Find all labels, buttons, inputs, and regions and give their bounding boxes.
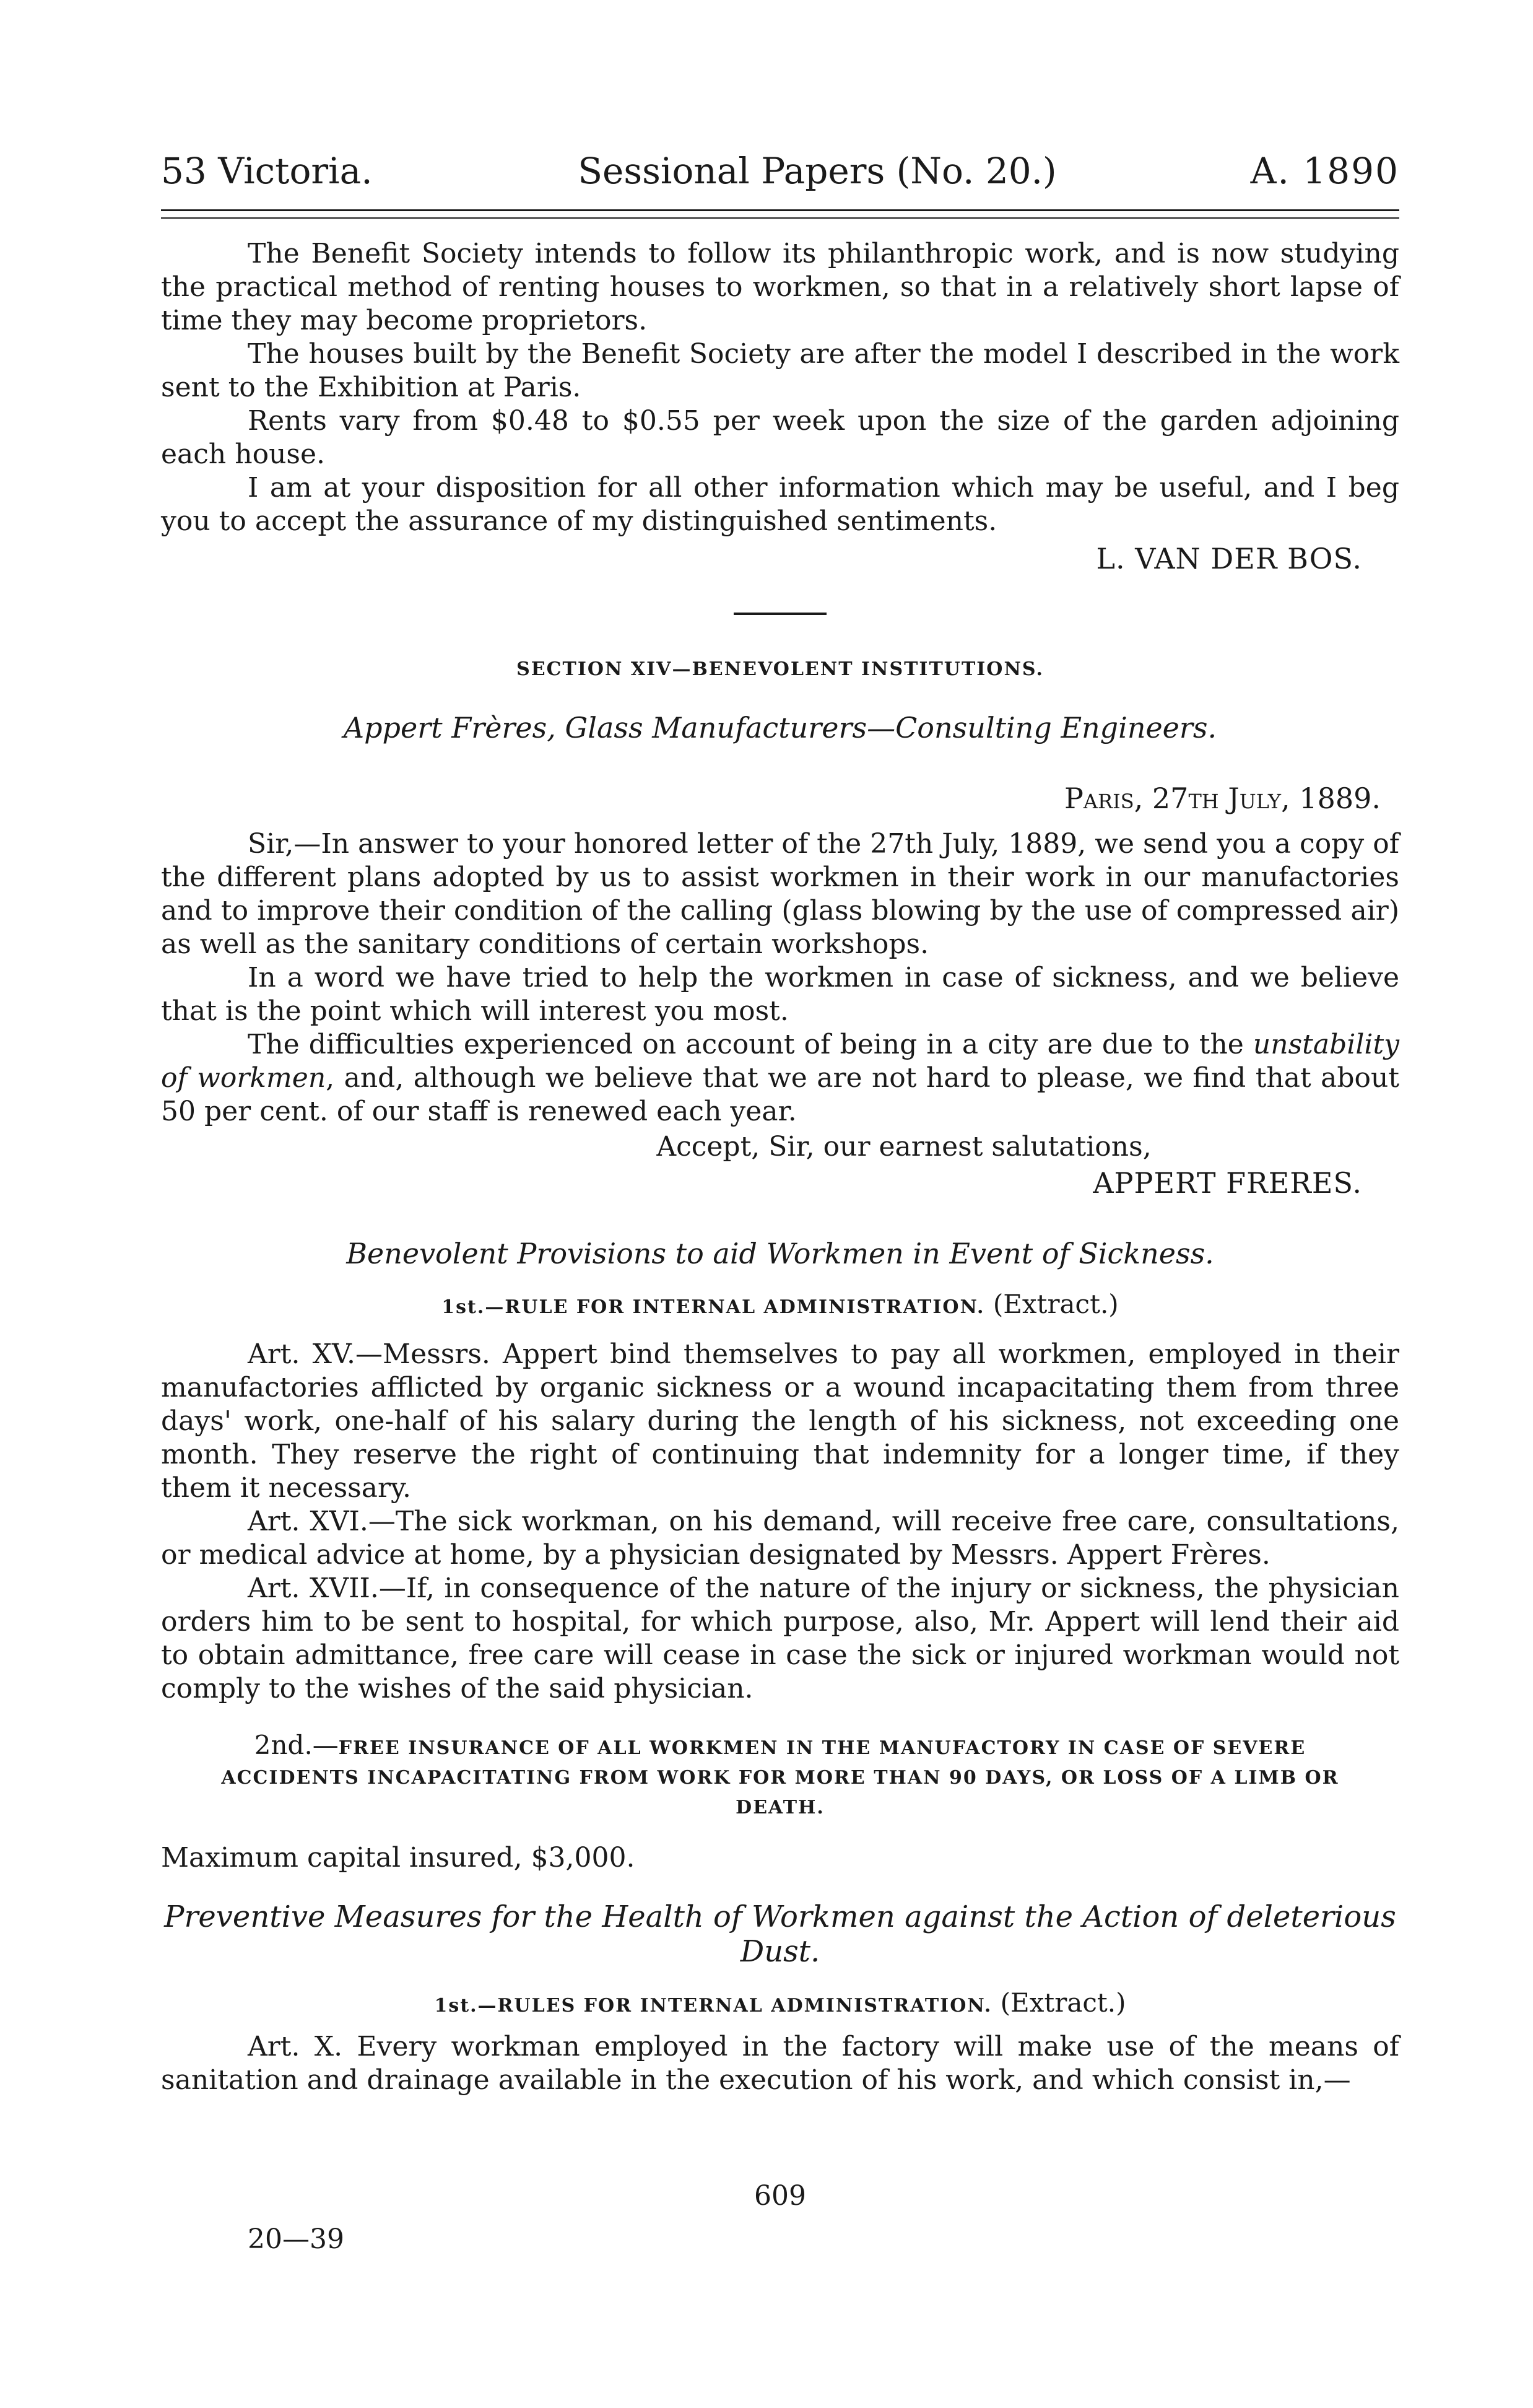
letter2-dateline: Paris, 27th July, 1889. xyxy=(1064,782,1381,815)
dust-article: Art. X. Every workman employed in the factory will make use of the means of sanitation and drainage available in the execution of his work, and which consist in,— xyxy=(161,2031,1399,2096)
letter2-paragraph: In a word we have tried to help the workmen in case of sickness, and we believe that is the point which will interest you most. xyxy=(161,962,1399,1027)
sickness-rule-label: 1st.—RULE FOR INTERNAL ADMINISTRATION. xyxy=(441,1296,985,1318)
insurance-lead: 2nd.— xyxy=(254,1730,339,1760)
header-rule xyxy=(161,209,1399,211)
dust-heading: Preventive Measures for the Health of Workmen against the Action of deleterious Dust. xyxy=(164,1900,1396,1969)
dust-rule-label: 1st.—RULES FOR INTERNAL ADMINISTRATION. xyxy=(434,1995,992,2017)
running-header xyxy=(161,118,1399,192)
insurance-capital: Maximum capital insured, $3,000. xyxy=(161,1842,635,1874)
letter2-paragraph-3 xyxy=(161,1028,1399,1128)
dust-rule-extract: (Extract.) xyxy=(1000,1987,1126,2018)
dust-rule-heading xyxy=(161,1987,1399,2018)
sickness-rule-extract: (Extract.) xyxy=(992,1289,1119,1319)
letter2-signature: APPERT FRERES. xyxy=(1093,1166,1362,1200)
page-number: 609 xyxy=(754,2180,806,2212)
letter1-paragraph: The Benefit Society intends to follow its philanthropic work, and is now studying the practical method of renting houses to workmen, so that in a relatively short lapse of time they may become proprietors. xyxy=(161,238,1399,336)
letter1-paragraph: The houses built by the Benefit Society are after the model I described in the work sent to the Exhibition at Paris. xyxy=(161,338,1399,403)
insurance-caps-text: FREE INSURANCE OF ALL WORKMEN IN THE MANUFACTORY IN CASE OF SEVERE ACCIDENTS INCAPACITATING FROM WORK FOR MORE THAN 90 DAYS, OR LOSS OF A LIMB OR DEATH. xyxy=(221,1737,1339,1818)
letter2-closing: Accept, Sir, our earnest salutations, xyxy=(656,1131,1152,1163)
para3-italic: unstability of workmen xyxy=(161,1029,1399,1094)
letter2-paragraph: Sir,—In answer to your honored letter of the 27th July, 1889, we send you a copy of the different plans adopted by us to assist workmen in their work in our manufactories and to improve their condition of the calling (glass blowing by the use of compressed air) as well as the sanitary conditions of certain workshops. xyxy=(161,828,1399,960)
letter1-paragraph: Rents vary from $0.48 to $0.55 per week upon the size of the garden adjoining each house. xyxy=(161,405,1399,470)
header-year: A. 1890 xyxy=(1250,150,1399,192)
insurance-heading xyxy=(186,1730,1374,1823)
page-footer xyxy=(161,2180,1399,2254)
document-page xyxy=(161,118,1399,2347)
header-title: Sessional Papers (No. 20.) xyxy=(578,150,1057,192)
letter2-heading: Appert Frères, Glass Manufacturers—Consulting Engineers. xyxy=(343,711,1217,744)
section-divider xyxy=(734,613,827,615)
letter1-paragraph: I am at your disposition for all other information which may be useful, and I beg you to accept the assurance of my distinguished sentiments. xyxy=(161,472,1399,537)
header-rule-thin xyxy=(161,217,1399,219)
header-volume: 53 Victoria. xyxy=(161,150,373,192)
article-paragraph: Art. XVII.—If, in consequence of the nature of the injury or sickness, the physician orders him to be sent to hospital, for which purpose, also, Mr. Appert will lend their aid to obtain admittance, free care will cease in case the sick or injured workman would not comply to the wishes of the said physician. xyxy=(161,1573,1399,1704)
article-paragraph: Art. XVI.—The sick workman, on his demand, will receive free care, consultations, or medical advice at home, by a physician designated by Messrs. Appert Frères. xyxy=(161,1506,1399,1571)
para3-text-after: , and, although we believe that we are not hard to please, we find that about 50 per cent. of our staff is renewed each year. xyxy=(161,1062,1400,1127)
letter1-signature: L. VAN DER BOS. xyxy=(1096,542,1362,575)
signature-code: 20—39 xyxy=(248,2223,344,2255)
article-paragraph: Art. XV.—Messrs. Appert bind themselves to pay all workmen, employed in their manufactories afflicted by organic sickness or a wound incapacitating them from three days' work, one-half of his salary during the length of his sickness, not exceeding one month. They reserve the right of continuing that indemnity for a longer time, if they them it necessary. xyxy=(161,1338,1399,1504)
para3-text-before: The difficulties experienced on account of being in a city are due to the xyxy=(248,1029,1253,1060)
sickness-rule-heading xyxy=(161,1289,1399,1319)
sickness-heading: Benevolent Provisions to aid Workmen in Event of Sickness. xyxy=(346,1237,1214,1270)
section-heading: SECTION XIV—BENEVOLENT INSTITUTIONS. xyxy=(516,658,1044,680)
